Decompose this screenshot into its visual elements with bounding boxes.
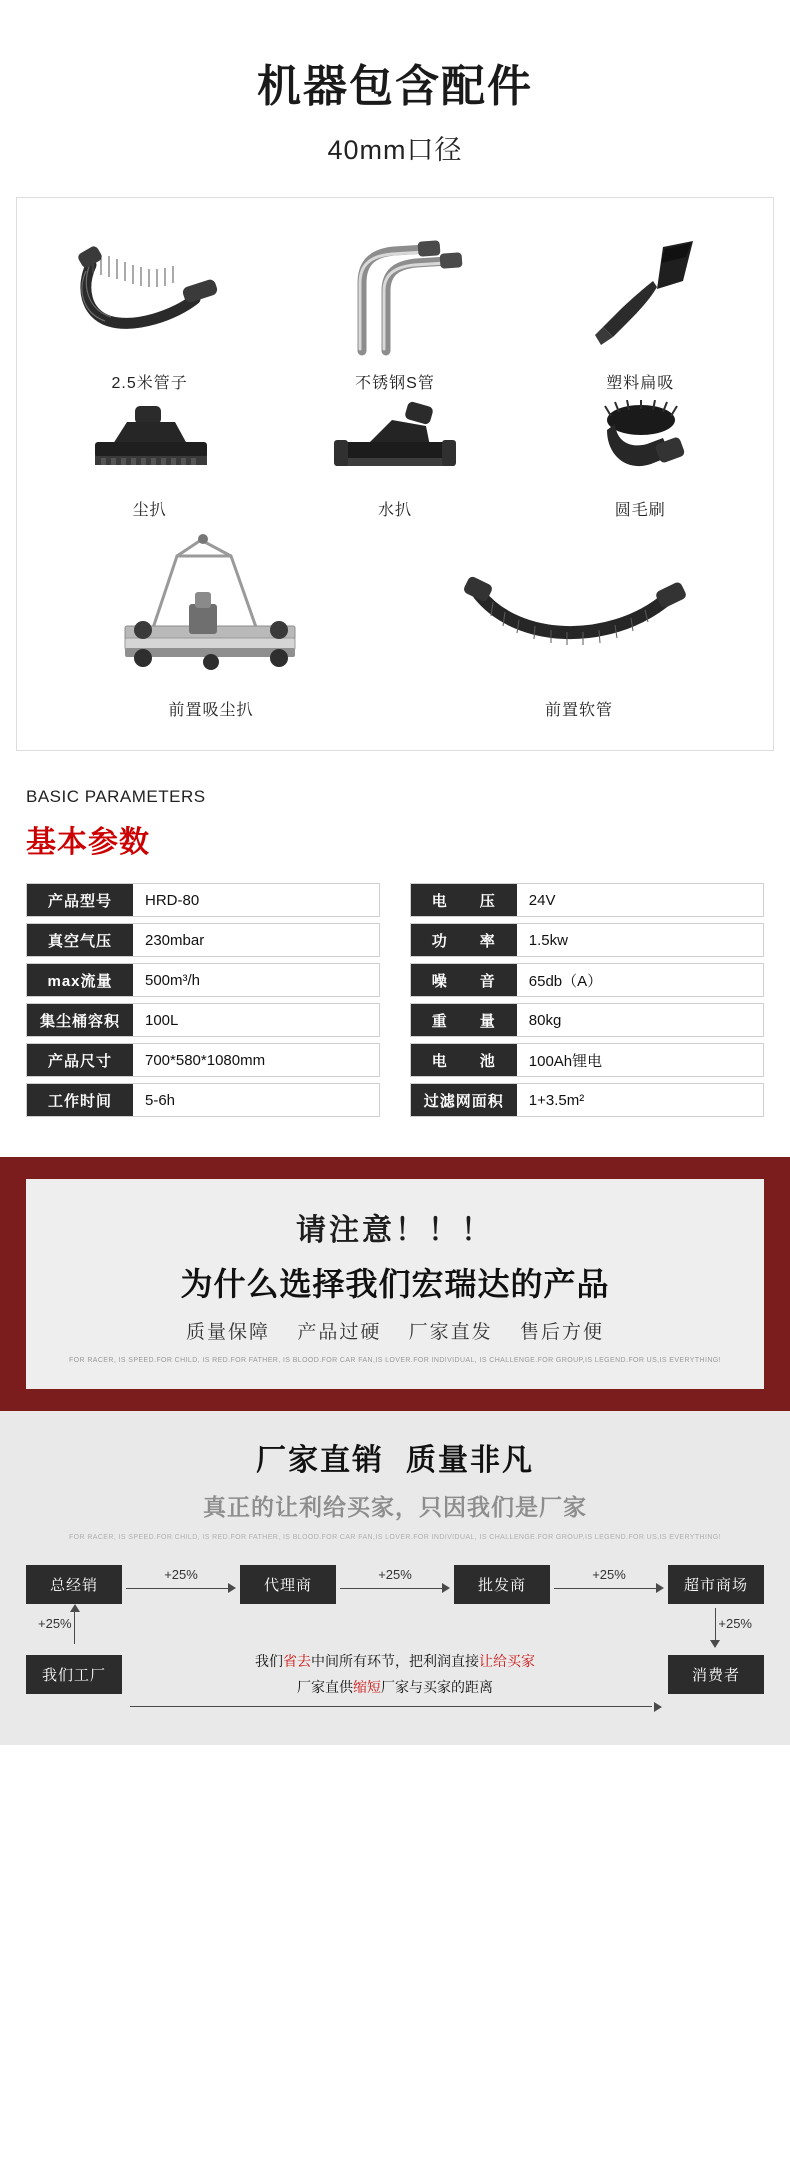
- param-value: 65db（A）: [517, 964, 763, 996]
- chain-text-line-1: [128, 1648, 662, 1675]
- param-cell: [26, 963, 380, 997]
- notice-fine-print: FOR RACER, IS SPEED.FOR CHILD, IS RED.FOR FATHER, IS BLOOD.FOR CAR FAN,IS LOVER.FOR INDIVIDUAL, IS CHALLENGE.FOR GROUP,IS LEGEND.FOR US,IS EVERYTHING!: [69, 1357, 721, 1364]
- param-cell: [410, 1083, 764, 1117]
- param-key: 电 压: [411, 884, 517, 916]
- param-value: 24V: [517, 884, 763, 916]
- distribution-chain-diagram: [26, 1565, 764, 1715]
- accessory-item-water-squeegee: [310, 399, 480, 520]
- chain-text-highlight: 缩短: [353, 1679, 381, 1696]
- chain-node-distributor: 总经销: [26, 1565, 122, 1604]
- param-cell: [410, 883, 764, 917]
- chain-text-seg: 厂家与买家的距离: [381, 1679, 493, 1696]
- chain-text-seg: 中间所有环节，把利润直接: [311, 1652, 479, 1669]
- accessories-row-3: [27, 526, 763, 720]
- chain-arrow-2: [340, 1567, 450, 1597]
- accessory-item-round-brush: [555, 399, 725, 520]
- table-row: [26, 1043, 764, 1077]
- chain-bottom-row: [26, 1648, 764, 1701]
- chain-arrow-pct: +25%: [161, 1567, 201, 1582]
- accessory-label: 前置软管: [544, 702, 613, 719]
- chain-vertical-line-left: [74, 1608, 75, 1644]
- chain-vertical-arrows: [26, 1604, 764, 1648]
- accessory-item-hose: [65, 224, 235, 393]
- chain-arrow-1: [126, 1567, 236, 1597]
- chain-vertical-line-right: [715, 1608, 716, 1644]
- accessory-label: 圆毛刷: [614, 502, 666, 519]
- param-key: 功 率: [411, 924, 517, 956]
- accessory-item-steel-s-tube: [310, 224, 480, 393]
- table-row: [26, 883, 764, 917]
- chain-text-highlight: 省去: [283, 1652, 311, 1669]
- accessory-label: 前置吸尘扒: [168, 702, 254, 719]
- chain-arrow-3: [554, 1567, 664, 1597]
- param-value: 100L: [133, 1004, 379, 1036]
- chain-node-our-factory: 我们工厂: [26, 1655, 122, 1694]
- notice-banner: [0, 1157, 790, 1411]
- chain-arrow-down-head: [710, 1640, 720, 1648]
- chain-arrow-pct: +25%: [589, 1567, 629, 1582]
- factory-title-left: 厂家直销: [256, 1443, 384, 1477]
- front-hose-icon: [449, 526, 709, 691]
- param-value: 80kg: [517, 1004, 763, 1036]
- param-cell: [26, 1083, 380, 1117]
- factory-title-right: 质量非凡: [406, 1443, 534, 1477]
- factory-subtitle: 真正的让利给买家，只因我们是厂家: [203, 1493, 587, 1520]
- notice-tag: 质量保障: [186, 1322, 271, 1343]
- accessory-label: 尘扒: [132, 502, 167, 519]
- steel-s-tube-icon: [310, 224, 480, 364]
- front-vacuum-squeegee-icon: [81, 526, 341, 691]
- accessory-item-front-vacuum-squeegee: [81, 526, 341, 720]
- accessories-row-2: [27, 399, 763, 520]
- round-brush-icon: [555, 399, 725, 491]
- param-key: 过滤网面积: [411, 1084, 517, 1116]
- table-row: [26, 1003, 764, 1037]
- param-key: max流量: [27, 964, 133, 996]
- accessories-row-1: [27, 224, 763, 393]
- param-cell: [410, 963, 764, 997]
- chain-arrow-up-head: [70, 1604, 80, 1612]
- param-key: 电 池: [411, 1044, 517, 1076]
- param-cell: [410, 1043, 764, 1077]
- param-cell: [26, 1003, 380, 1037]
- params-en-title: BASIC PARAMETERS: [26, 787, 206, 806]
- page-title: 机器包含配件: [257, 62, 533, 111]
- chain-vertical-pct-left: +25%: [38, 1615, 72, 1631]
- param-cell: [26, 923, 380, 957]
- water-squeegee-icon: [310, 399, 480, 491]
- parameters-table: [26, 877, 764, 1123]
- accessory-item-flat-nozzle: [555, 224, 725, 393]
- param-key: 噪 音: [411, 964, 517, 996]
- param-key: 工作时间: [27, 1084, 133, 1116]
- notice-subheading: 为什么选择我们宏瑞达的产品: [180, 1266, 610, 1302]
- param-key: 产品型号: [27, 884, 133, 916]
- table-row: [26, 963, 764, 997]
- chain-text-seg: 我们: [255, 1652, 283, 1669]
- param-cell: [26, 883, 380, 917]
- chain-arrow-pct: +25%: [375, 1567, 415, 1582]
- chain-center-text: [122, 1648, 668, 1701]
- basic-parameters-section: [26, 787, 764, 1123]
- param-value: 100Ah锂电: [517, 1044, 763, 1076]
- param-value: 1+3.5m²: [517, 1084, 763, 1116]
- param-cell: [410, 923, 764, 957]
- accessory-item-front-hose: [449, 526, 709, 720]
- notice-tag: 产品过硬: [297, 1322, 382, 1343]
- param-value: 500m³/h: [133, 964, 379, 996]
- param-key: 集尘桶容积: [27, 1004, 133, 1036]
- page-header: [0, 0, 790, 167]
- accessory-label: 水扒: [377, 502, 412, 519]
- table-row: [26, 923, 764, 957]
- chain-text-seg: 厂家直供: [297, 1679, 353, 1696]
- notice-tag: 厂家直发: [408, 1322, 493, 1343]
- params-cn-title: 基本参数: [26, 826, 150, 859]
- dust-brush-icon: [65, 399, 235, 491]
- page-subtitle: 40mm口径: [327, 135, 463, 165]
- factory-title: [26, 1435, 764, 1479]
- chain-node-agent: 代理商: [240, 1565, 336, 1604]
- param-value: 1.5kw: [517, 924, 763, 956]
- param-key: 产品尺寸: [27, 1044, 133, 1076]
- accessories-panel: [16, 197, 774, 751]
- param-value: 230mbar: [133, 924, 379, 956]
- notice-tags: [36, 1317, 754, 1344]
- chain-node-consumer: 消费者: [668, 1655, 764, 1694]
- chain-text-line-2: [128, 1674, 662, 1701]
- accessory-item-dust-brush: [65, 399, 235, 520]
- param-key: 真空气压: [27, 924, 133, 956]
- param-value: 5-6h: [133, 1084, 379, 1116]
- accessory-label: 塑料扁吸: [606, 375, 675, 392]
- plastic-flat-nozzle-icon: [555, 224, 725, 364]
- chain-top-row: [26, 1565, 764, 1604]
- factory-section: [0, 1411, 790, 1745]
- factory-fine-print: FOR RACER, IS SPEED.FOR CHILD, IS RED.FOR FATHER, IS BLOOD.FOR CAR FAN,IS LOVER.FOR INDIVIDUAL, IS CHALLENGE.FOR GROUP,IS LEGEND.FOR US,IS EVERYTHING!: [69, 1533, 721, 1541]
- notice-heading: 请注意！！！: [296, 1214, 494, 1247]
- chain-text-highlight: 让给买家: [479, 1652, 535, 1669]
- chain-node-supermarket: 超市商场: [668, 1565, 764, 1604]
- notice-tag: 售后方便: [519, 1322, 604, 1343]
- param-cell: [410, 1003, 764, 1037]
- param-cell: [26, 1043, 380, 1077]
- chain-node-wholesaler: 批发商: [454, 1565, 550, 1604]
- param-key: 重 量: [411, 1004, 517, 1036]
- param-value: HRD-80: [133, 884, 379, 916]
- accessory-label: 2.5米管子: [111, 375, 188, 392]
- table-row: [26, 1083, 764, 1117]
- param-value: 700*580*1080mm: [133, 1044, 379, 1076]
- notice-inner: [26, 1179, 764, 1389]
- hose-icon: [65, 224, 235, 364]
- accessory-label: 不锈钢S管: [355, 375, 435, 392]
- chain-vertical-pct-right: +25%: [718, 1615, 752, 1631]
